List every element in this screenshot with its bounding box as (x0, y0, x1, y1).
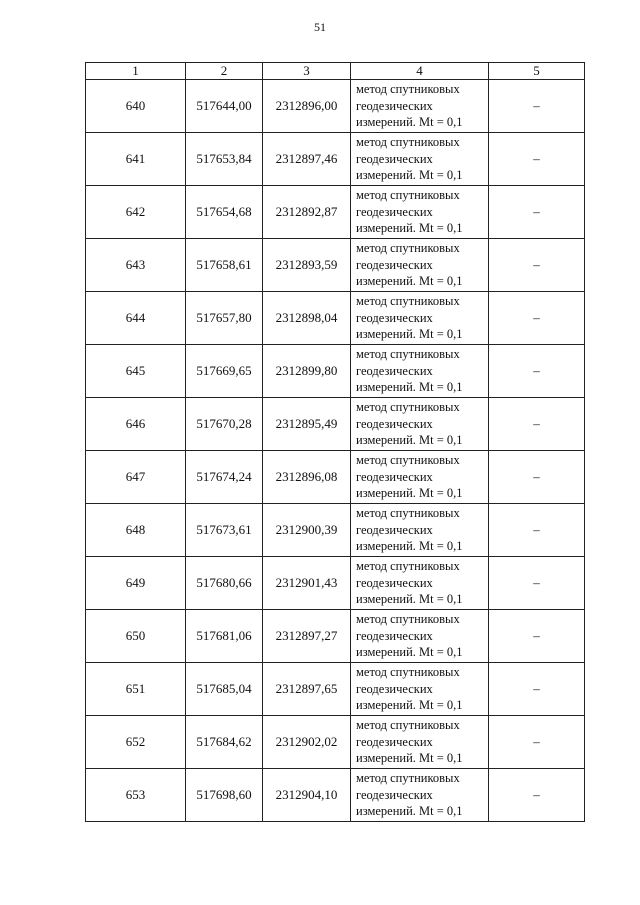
y-coordinate-cell: 2312892,87 (263, 186, 351, 239)
table-header-row (86, 63, 585, 80)
x-coordinate-cell: 517644,00 (186, 80, 263, 133)
y-coordinate-cell: 2312899,80 (263, 345, 351, 398)
note-cell: – (489, 504, 585, 557)
point-number-cell: 646 (86, 398, 186, 451)
column-header: 3 (263, 63, 351, 80)
point-number-cell: 648 (86, 504, 186, 557)
method-line: геодезических (356, 98, 433, 113)
y-coordinate-cell: 2312895,49 (263, 398, 351, 451)
coordinates-table (85, 62, 585, 822)
method-line: метод спутниковых (356, 665, 460, 680)
x-coordinate-cell: 517681,06 (186, 610, 263, 663)
point-number-cell: 653 (86, 769, 186, 822)
method-line: метод спутниковых (356, 771, 460, 786)
method-line: измерений. Mt = 0,1 (356, 645, 463, 660)
method-line: измерений. Mt = 0,1 (356, 115, 463, 130)
y-coordinate-cell: 2312896,08 (263, 451, 351, 504)
method-cell (351, 239, 489, 292)
note-cell: – (489, 345, 585, 398)
note-cell: – (489, 663, 585, 716)
method-line: измерений. Mt = 0,1 (356, 804, 463, 819)
x-coordinate-cell: 517658,61 (186, 239, 263, 292)
table-row (86, 769, 585, 822)
note-cell: – (489, 451, 585, 504)
method-line: геодезических (356, 787, 433, 802)
method-cell (351, 345, 489, 398)
note-cell: – (489, 292, 585, 345)
point-number-cell: 640 (86, 80, 186, 133)
method-line: геодезических (356, 575, 433, 590)
note-cell: – (489, 133, 585, 186)
x-coordinate-cell: 517698,60 (186, 769, 263, 822)
method-cell (351, 557, 489, 610)
method-cell (351, 610, 489, 663)
method-line: геодезических (356, 734, 433, 749)
method-cell (351, 451, 489, 504)
x-coordinate-cell: 517653,84 (186, 133, 263, 186)
method-line: метод спутниковых (356, 294, 460, 309)
note-cell: – (489, 610, 585, 663)
method-line: метод спутниковых (356, 82, 460, 97)
y-coordinate-cell: 2312897,46 (263, 133, 351, 186)
method-line: метод спутниковых (356, 718, 460, 733)
point-number-cell: 645 (86, 345, 186, 398)
point-number-cell: 651 (86, 663, 186, 716)
method-line: измерений. Mt = 0,1 (356, 433, 463, 448)
method-line: измерений. Mt = 0,1 (356, 486, 463, 501)
method-cell (351, 504, 489, 557)
method-line: метод спутниковых (356, 188, 460, 203)
x-coordinate-cell: 517670,28 (186, 398, 263, 451)
method-line: измерений. Mt = 0,1 (356, 168, 463, 183)
method-line: метод спутниковых (356, 241, 460, 256)
method-cell (351, 80, 489, 133)
method-line: измерений. Mt = 0,1 (356, 592, 463, 607)
y-coordinate-cell: 2312901,43 (263, 557, 351, 610)
method-line: метод спутниковых (356, 347, 460, 362)
method-line: метод спутниковых (356, 453, 460, 468)
table-row (86, 716, 585, 769)
method-line: метод спутниковых (356, 506, 460, 521)
note-cell: – (489, 239, 585, 292)
column-header: 2 (186, 63, 263, 80)
method-line: геодезических (356, 469, 433, 484)
table-row (86, 557, 585, 610)
x-coordinate-cell: 517657,80 (186, 292, 263, 345)
y-coordinate-cell: 2312904,10 (263, 769, 351, 822)
table-row (86, 451, 585, 504)
y-coordinate-cell: 2312893,59 (263, 239, 351, 292)
y-coordinate-cell: 2312902,02 (263, 716, 351, 769)
page-number: 51 (314, 20, 326, 34)
x-coordinate-cell: 517685,04 (186, 663, 263, 716)
column-header: 1 (86, 63, 186, 80)
x-coordinate-cell: 517673,61 (186, 504, 263, 557)
column-header: 4 (351, 63, 489, 80)
point-number-cell: 644 (86, 292, 186, 345)
method-line: геодезических (356, 628, 433, 643)
note-cell: – (489, 398, 585, 451)
x-coordinate-cell: 517674,24 (186, 451, 263, 504)
x-coordinate-cell: 517684,62 (186, 716, 263, 769)
method-line: измерений. Mt = 0,1 (356, 380, 463, 395)
note-cell: – (489, 186, 585, 239)
method-line: геодезических (356, 257, 433, 272)
method-line: геодезических (356, 363, 433, 378)
x-coordinate-cell: 517680,66 (186, 557, 263, 610)
point-number-cell: 650 (86, 610, 186, 663)
method-line: измерений. Mt = 0,1 (356, 698, 463, 713)
method-cell (351, 769, 489, 822)
method-line: метод спутниковых (356, 135, 460, 150)
method-line: измерений. Mt = 0,1 (356, 221, 463, 236)
y-coordinate-cell: 2312898,04 (263, 292, 351, 345)
method-cell (351, 663, 489, 716)
point-number-cell: 641 (86, 133, 186, 186)
method-cell (351, 186, 489, 239)
method-line: измерений. Mt = 0,1 (356, 539, 463, 554)
column-header: 5 (489, 63, 585, 80)
table-row (86, 186, 585, 239)
x-coordinate-cell: 517669,65 (186, 345, 263, 398)
method-line: метод спутниковых (356, 400, 460, 415)
method-line: метод спутниковых (356, 559, 460, 574)
method-line: измерений. Mt = 0,1 (356, 274, 463, 289)
method-cell (351, 398, 489, 451)
method-line: геодезических (356, 522, 433, 537)
table-row (86, 504, 585, 557)
method-line: геодезических (356, 416, 433, 431)
method-line: измерений. Mt = 0,1 (356, 751, 463, 766)
table-row (86, 80, 585, 133)
table-row (86, 345, 585, 398)
point-number-cell: 647 (86, 451, 186, 504)
y-coordinate-cell: 2312897,27 (263, 610, 351, 663)
point-number-cell: 652 (86, 716, 186, 769)
table-row (86, 292, 585, 345)
method-cell (351, 133, 489, 186)
y-coordinate-cell: 2312900,39 (263, 504, 351, 557)
y-coordinate-cell: 2312897,65 (263, 663, 351, 716)
note-cell: – (489, 769, 585, 822)
note-cell: – (489, 557, 585, 610)
point-number-cell: 649 (86, 557, 186, 610)
x-coordinate-cell: 517654,68 (186, 186, 263, 239)
method-cell (351, 716, 489, 769)
method-line: измерений. Mt = 0,1 (356, 327, 463, 342)
y-coordinate-cell: 2312896,00 (263, 80, 351, 133)
method-cell (351, 292, 489, 345)
point-number-cell: 643 (86, 239, 186, 292)
method-line: геодезических (356, 681, 433, 696)
table-row (86, 239, 585, 292)
method-line: метод спутниковых (356, 612, 460, 627)
method-line: геодезических (356, 151, 433, 166)
point-number-cell: 642 (86, 186, 186, 239)
note-cell: – (489, 80, 585, 133)
table-row (86, 133, 585, 186)
table-row (86, 398, 585, 451)
table-row (86, 610, 585, 663)
method-line: геодезических (356, 204, 433, 219)
note-cell: – (489, 716, 585, 769)
table-row (86, 663, 585, 716)
method-line: геодезических (356, 310, 433, 325)
